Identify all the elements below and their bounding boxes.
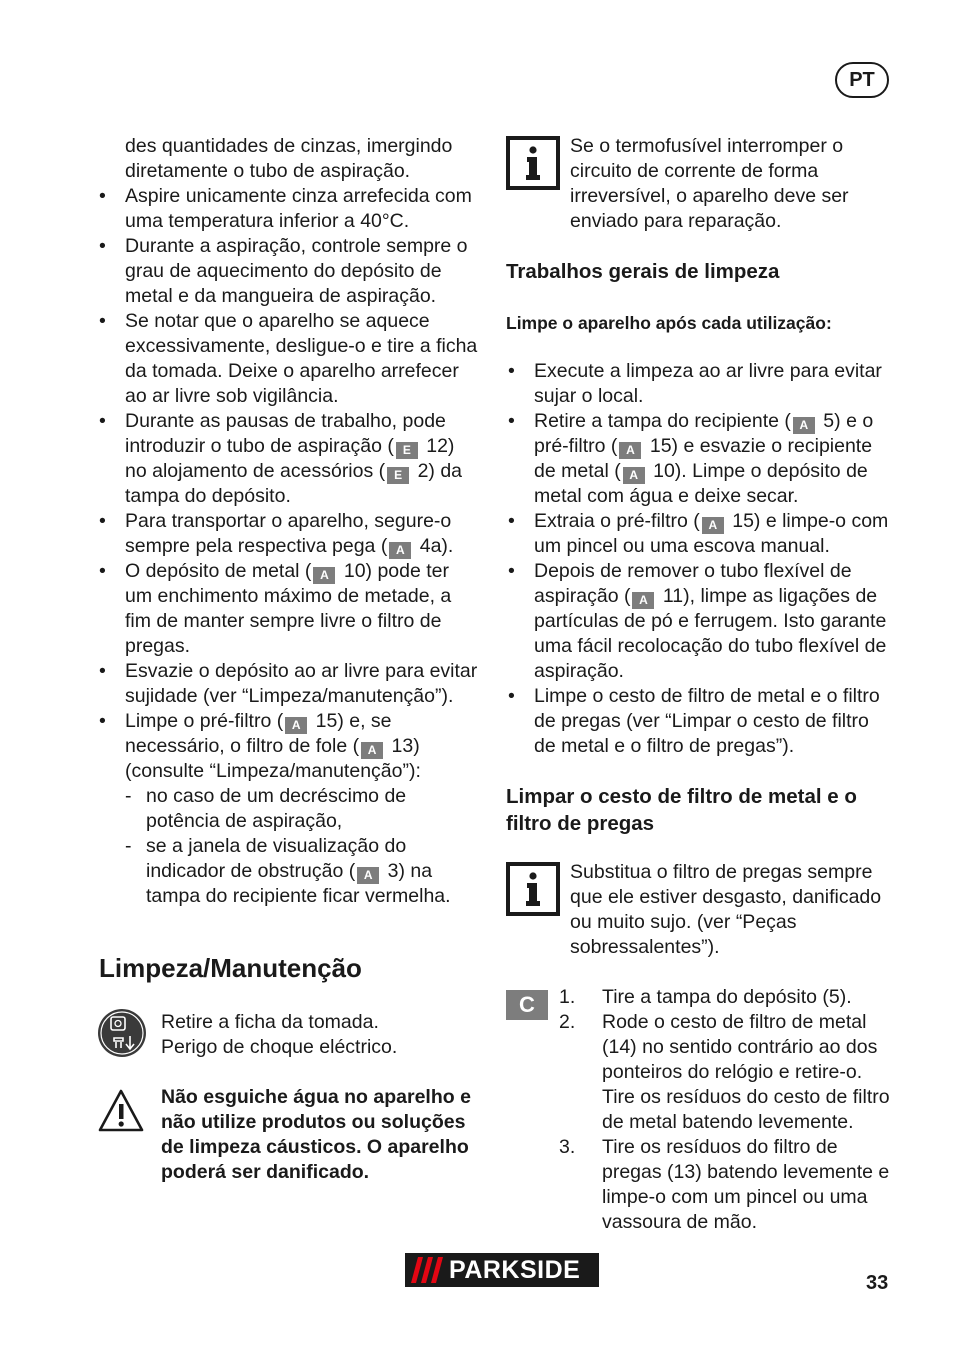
warning-icon — [98, 1088, 144, 1134]
bullet-clean-prefilter: • Limpe o pré-filtro ( A 15) e, se necessário, o filtro de fole ( A 13) (consulte “Limpeza/manutenção”): - no caso de um decréscimo de potência de aspiração, - se a janela de visualização do indicador de obstrução ( A 3) na tampa do recipiente ficar vermelha. — [99, 709, 481, 909]
bullet-clean-filter-basket: • Limpe o cesto de filtro de metal e o filtro de pregas (ver “Limpar o cesto de filtro de metal e o filtro de pregas”). — [508, 684, 890, 759]
figure-a-badge: A — [361, 742, 383, 759]
bullet-monitor-heat: • Durante a aspiração, controle sempre o grau de aquecimento do depósito de metal e da mangueira de aspiração. — [99, 234, 481, 309]
bullet-work-pauses: • Durante as pausas de trabalho, pode introduzir o tubo de aspiração ( E 12) no alojamento de acessórios ( E 2) da tampa do depósito. — [99, 409, 481, 509]
right-list-container — [508, 359, 890, 759]
figure-a-badge: A — [623, 467, 645, 484]
cleaning-bullet-list — [508, 359, 890, 759]
step-item: 3. Tire os resíduos do filtro de pregas (13) batendo levemente e limpe-o com um pincel ou uma vassoura de mão. — [559, 1136, 890, 1233]
step-item: 2. Rode o cesto de filtro de metal (14) no sentido contrário ao dos ponteiros do relógio e retire-o. Tire os resíduos do cesto de filtro de metal batendo levemente. — [559, 1011, 890, 1133]
bullet-clean-connections: • Depois de remover o tubo flexível de aspiração ( A 11), limpe as ligações de partículas de pó e ferrugem. Isto garante uma fácil recolocação do tubo flexível de aspiração. — [508, 559, 890, 684]
steps-container — [559, 985, 894, 1235]
unplug-note: Retire a ficha da tomada. Perigo de choque eléctrico. — [161, 1011, 398, 1058]
heading-clean-after-use: Limpe o aparelho após cada utilização: — [506, 313, 832, 333]
heading-clean-basket: Limpar o cesto de filtro de metal e o filtro de pregas — [506, 785, 857, 835]
parkside-logo — [405, 1253, 599, 1287]
step-item: 1. Tire a tampa do depósito (5). — [559, 986, 852, 1008]
section-title: Limpeza/Manutenção — [99, 953, 362, 983]
info-replace-filter: Substitua o filtro de pregas sempre que ele estiver desgasto, danificado ou muito sujo. (ver “Peças sobressalentes”). — [570, 861, 882, 958]
figure-a-badge: A — [389, 542, 411, 559]
figure-a-badge: A — [793, 417, 815, 434]
figure-a-badge: A — [632, 592, 654, 609]
bullet-transport: • Para transportar o aparelho, segure-o sempre pela respectiva pega ( A 4a). — [99, 509, 481, 559]
figure-a-badge: A — [285, 717, 307, 734]
bullet-remove-lid: • Retire a tampa do recipiente ( A 5) e o pré-filtro ( A 15) e esvazie o recipiente de metal ( A 10). Limpe o depósito de metal com água e deixe secar. — [508, 409, 890, 509]
steps-list — [559, 985, 894, 1235]
bullet-clean-outdoors: • Execute a limpeza ao ar livre para evitar sujar o local. — [508, 359, 890, 409]
figure-e-badge: E — [387, 467, 409, 484]
dash-item-indicator: - se a janela de visualização do indicador de obstrução ( A 3) na tampa do recipiente ficar vermelha. — [125, 834, 481, 909]
info-icon — [506, 862, 560, 916]
bullet-cool-ash: • Aspire unicamente cinza arrefecida com uma temperatura inferior a 40°C. — [99, 184, 481, 234]
dash-item-power-drop: - no caso de um decréscimo de potência de aspiração, — [125, 784, 481, 834]
left-column — [99, 134, 481, 909]
bullet-extract-prefilter: • Extraia o pré-filtro ( A 15) e limpe-o com um pincel ou uma escova manual. — [508, 509, 890, 559]
unplug-icon — [97, 1008, 147, 1058]
dash-sublist — [125, 784, 481, 909]
figure-a-badge: A — [357, 867, 379, 884]
bullet-overheat: • Se notar que o aparelho se aquece excessivamente, desligue-o e tire a ficha da tomada. Deixe o aparelho arrefecer ao ar livre sob vigilância. — [99, 309, 481, 409]
figure-e-badge: E — [396, 442, 418, 459]
intro-continuation: des quantidades de cinzas, imergindo diretamente o tubo de aspiração. — [125, 135, 453, 182]
brand-name: PARKSIDE — [449, 1256, 581, 1284]
figure-c-badge: C — [506, 990, 548, 1020]
info-icon — [506, 136, 560, 190]
figure-a-badge: A — [313, 567, 335, 584]
figure-a-badge: A — [702, 517, 724, 534]
language-badge: PT — [835, 62, 889, 98]
safety-bullet-list — [99, 184, 481, 909]
info-thermal-fuse: Se o termofusível interromper o circuito de corrente de forma irreversível, o aparelho deve ser enviado para reparação. — [570, 135, 849, 232]
figure-a-badge: A — [619, 442, 641, 459]
bullet-empty-outdoors: • Esvazie o depósito ao ar livre para evitar sujidade (ver “Limpeza/manutenção”). — [99, 659, 481, 709]
page-number: 33 — [866, 1272, 889, 1294]
warning-text: Não esguiche água no aparelho e não utilize produtos ou soluções de limpeza cáusticos. O aparelho poderá ser danificado. — [161, 1086, 471, 1183]
bullet-fill-level: • O depósito de metal ( A 10) pode ter um enchimento máximo de metade, a fim de manter sempre livre o filtro de pregas. — [99, 559, 481, 659]
heading-general-cleaning: Trabalhos gerais de limpeza — [506, 260, 780, 283]
